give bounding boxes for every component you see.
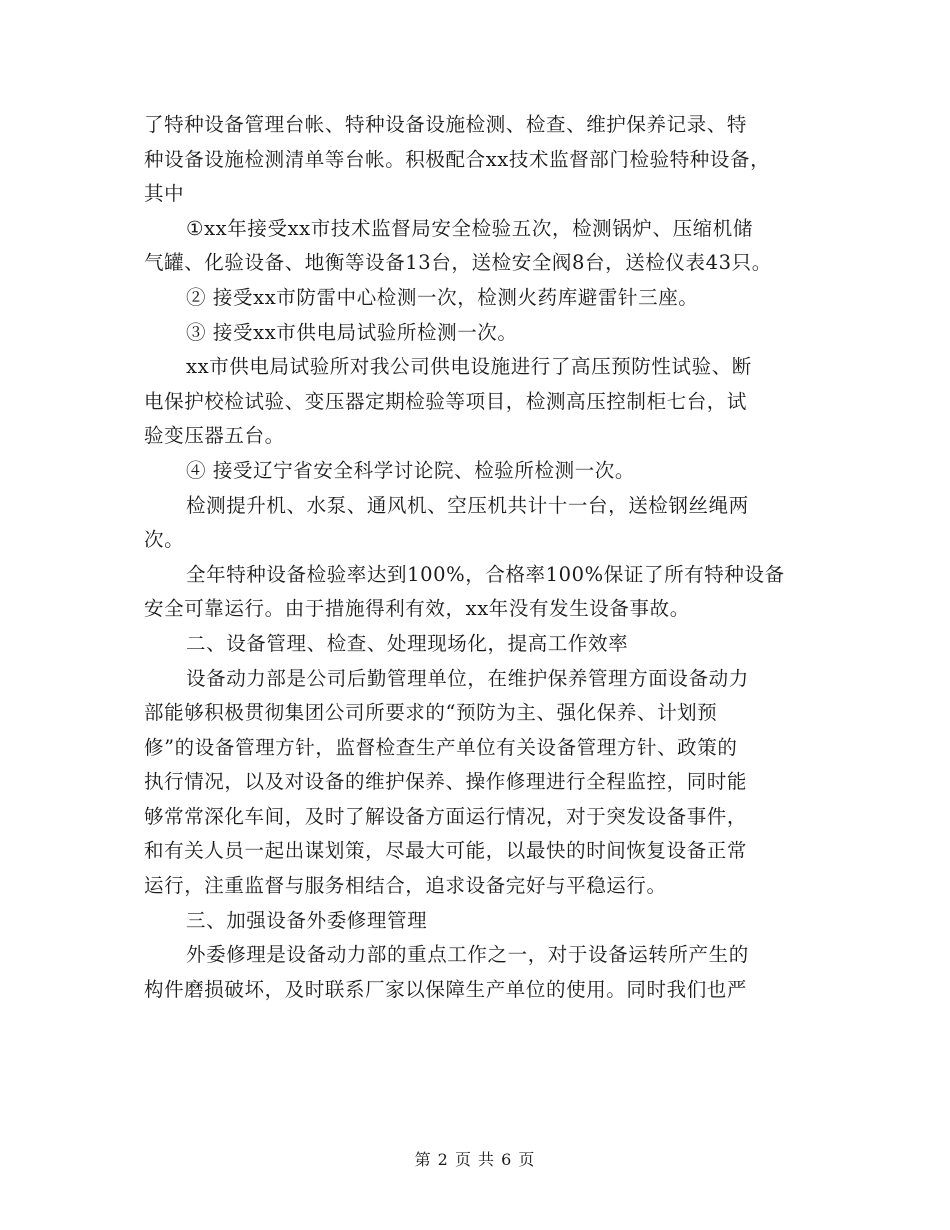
page-footer: 第 2 页 共 6 页: [414, 1150, 536, 1169]
document-body: [144, 108, 814, 1007]
text-line: 验变压器五台。: [144, 424, 285, 448]
text-line: 其中: [144, 182, 185, 206]
text-line: 外委修理是设备动力部的重点工作之一，对于设备运转所产生的: [186, 943, 749, 967]
text-line: 安全可靠运行。由于措施得利有效，xx年没有发生设备事故。: [144, 597, 690, 621]
text-line: 够常常深化车间，及时了解设备方面运行情况，对于突发设备事件，: [144, 804, 748, 828]
text-line: ③ 接受xx市供电局试验所检测一次。: [186, 320, 518, 344]
text-line: 全年特种设备检验率达到100%，合格率100%保证了所有特种设备: [186, 562, 785, 586]
text-line: 了特种设备管理台帐、特种设备设施检测、检查、维护保养记录、特: [144, 113, 748, 136]
text-line: 检测提升机、水泵、通风机、空压机共计十一台，送检钢丝绳两: [186, 493, 749, 517]
text-line: 电保护校检试验、变压器定期检验等项目，检测高压控制柜七台，试: [144, 389, 748, 413]
text-line: 执行情况，以及对设备的维护保养、操作修理进行全程监控，同时能: [144, 770, 748, 794]
text-line: 和有关人员一起出谋划策，尽最大可能，以最快的时间恢复设备正常: [144, 839, 748, 863]
text-line: 部能够积极贯彻集团公司所要求的“预防为主、强化保养、计划预: [144, 701, 718, 725]
text-line: 二、设备管理、检查、处理现场化，提高工作效率: [186, 631, 629, 655]
text-line: 设备动力部是公司后勤管理单位，在维护保养管理方面设备动力: [186, 666, 749, 690]
text-line: ② 接受xx市防雷中心检测一次，检测火药库避雷针三座。: [186, 285, 699, 309]
text-line: ④ 接受辽宁省安全科学讨论院、检验所检测一次。: [186, 458, 635, 482]
text-line: ①xx年接受xx市技术监督局安全检验五次，检测锅炉、压缩机储: [186, 216, 753, 240]
text-line: 构件磨损破坏，及时联系厂家以保障生产单位的使用。同时我们也严: [144, 977, 748, 1001]
text-line: 三、加强设备外委修理管理: [186, 908, 428, 932]
text-line: 运行，注重监督与服务相结合，追求设备完好与平稳运行。: [144, 874, 667, 898]
text-line: 修”的设备管理方针，监督检查生产单位有关设备管理方针、政策的: [144, 735, 738, 759]
text-line: 种设备设施检测清单等台帐。积极配合xx技术监督部门检验特种设备，: [144, 147, 771, 171]
text-line: xx市供电局试验所对我公司供电设施进行了高压预防性试验、断: [186, 355, 752, 379]
text-line: 次。: [144, 528, 185, 552]
text-line: 气罐、化验设备、地衡等设备13台，送检安全阀8台，送检仪表43只。: [144, 251, 772, 275]
